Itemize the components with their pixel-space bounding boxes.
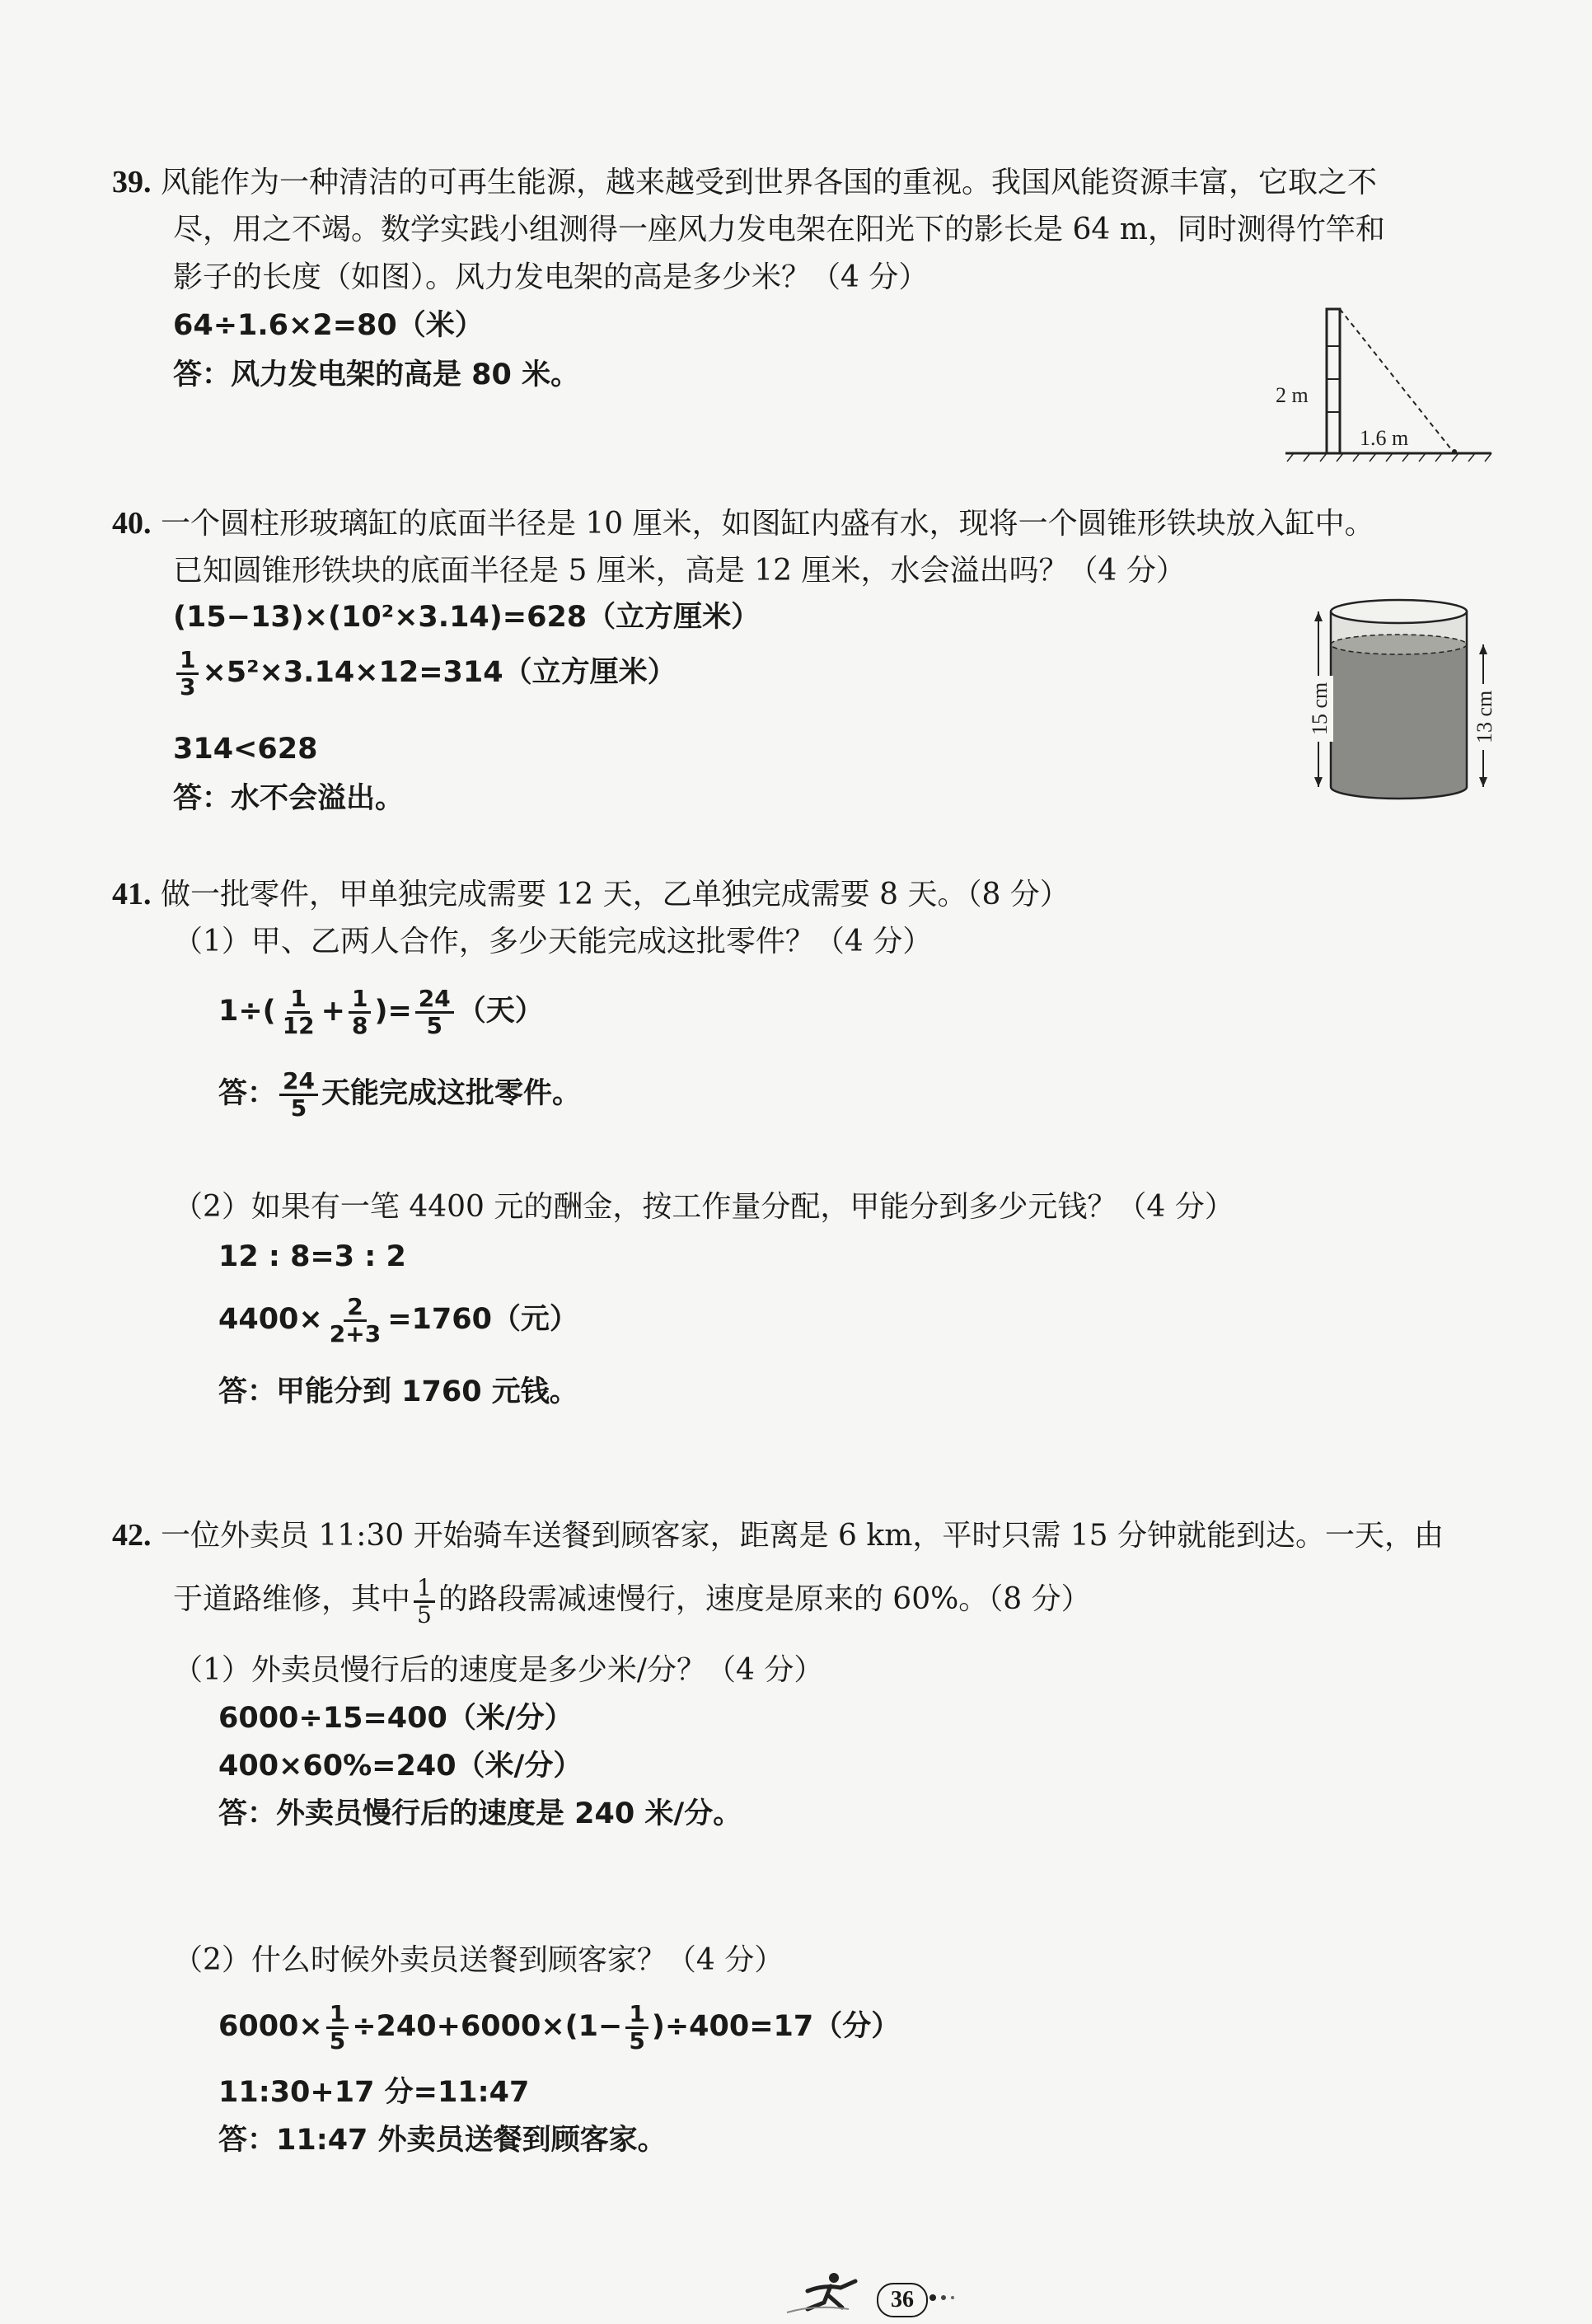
q40-number: 40. bbox=[112, 506, 152, 541]
q41-part2-work-2: 4400× $\frac{2}{2+3}$ =1760（元） bbox=[218, 1293, 578, 1347]
glass-tank-figure bbox=[1294, 593, 1516, 812]
fraction: $\frac{1}{8}$ bbox=[349, 986, 371, 1038]
q40-work-2: $\frac{1}{3}$ ×5²×3.14×12=314（立方厘米） bbox=[173, 648, 677, 699]
q40-answer: 答：水不会溢出。 bbox=[173, 782, 405, 815]
water-height-label: 13 cm bbox=[1473, 690, 1496, 743]
q41-number: 41. bbox=[112, 877, 152, 911]
shadow-length-label: 1.6 m bbox=[1360, 426, 1409, 450]
pole-shadow-figure bbox=[1269, 297, 1500, 470]
q42-part1-answer: 答：外卖员慢行后的速度是 240 米/分。 bbox=[218, 1797, 742, 1830]
q42-part1-work-2: 400×60%=240（米/分） bbox=[218, 1750, 583, 1783]
q40-work-1: (15−13)×(10²×3.14)=628（立方厘米） bbox=[173, 601, 761, 634]
fraction: $\frac{2}{2+3}$ bbox=[329, 1293, 382, 1347]
q39-answer: 答：风力发电架的高是 80 米。 bbox=[173, 358, 580, 391]
q40-work-3: 314<628 bbox=[173, 733, 318, 766]
q39-text-line-2: 尽，用之不竭。数学实践小组测得一座风力发电架在阳光下的影长是 64 m，同时测得竹竿和 bbox=[173, 213, 1385, 246]
q41-part1-work: 1÷( $\frac{1}{12}$ + $\frac{1}{8}$ )= $\frac{24}{5}$ （天） bbox=[218, 985, 544, 1039]
fraction: $\frac{24}{5}$ bbox=[415, 986, 454, 1038]
q41-part2-answer: 答：甲能分到 1760 元钱。 bbox=[218, 1375, 578, 1408]
q39-text-line-3: 影子的长度（如图）。风力发电架的高是多少米？（4 分） bbox=[173, 260, 929, 294]
q42-part2-question: （2）什么时候外卖员送餐到顾客家？（4 分） bbox=[173, 1943, 784, 1977]
pole-height-label: 2 m bbox=[1276, 383, 1309, 407]
q42-number: 42. bbox=[112, 1518, 152, 1553]
q42-text-line-1: 42. 一位外卖员 11:30 开始骑车送餐到顾客家，距离是 6 km，平时只需 15 分钟就能到达。一天，由 bbox=[112, 1518, 1445, 1553]
fraction: $\frac{1}{5}$ bbox=[625, 2002, 648, 2053]
q41-part2-question: （2）如果有一笔 4400 元的酬金，按工作量分配，甲能分到多少元钱？（4 分） bbox=[173, 1190, 1234, 1224]
fraction: $\frac{1}{5}$ bbox=[414, 1576, 435, 1627]
q41-part2-work-1: 12 : 8=3 : 2 bbox=[218, 1240, 406, 1273]
q39-work: 64÷1.6×2=80（米） bbox=[173, 309, 484, 342]
q42-part2-work-1: 6000× $\frac{1}{5}$ ÷240+6000×(1− $\frac{1}{5}$ )÷400=17（分） bbox=[218, 2000, 901, 2055]
one-third-fraction: $\frac{1}{3}$ bbox=[176, 648, 199, 699]
fraction: $\frac{24}{5}$ bbox=[279, 1069, 318, 1120]
q42-part1-question: （1）外卖员慢行后的速度是多少米/分？（4 分） bbox=[173, 1653, 824, 1687]
fraction: $\frac{1}{12}$ bbox=[282, 985, 315, 1039]
page-number: 36 bbox=[877, 2283, 928, 2317]
q41-part1-question: （1）甲、乙两人合作，多少天能完成这批零件？（4 分） bbox=[173, 925, 933, 958]
runner-logo-icon bbox=[783, 2266, 873, 2316]
q42-part2-work-2: 11:30+17 分=11:47 bbox=[218, 2076, 530, 2109]
q41-part1-answer: 答： $\frac{24}{5}$ 天能完成这批零件。 bbox=[218, 1067, 581, 1122]
tank-height-label: 15 cm bbox=[1308, 682, 1332, 735]
q42-part2-answer: 答：11:47 外卖员送餐到顾客家。 bbox=[218, 2124, 667, 2157]
q39-number: 39. bbox=[112, 165, 152, 199]
q40-text-line-2: 已知圆锥形铁块的底面半径是 5 厘米，高是 12 厘米，水会溢出吗？（4 分） bbox=[173, 554, 1186, 588]
q41-text-line-1: 41. 做一批零件，甲单独完成需要 12 天，乙单独完成需要 8 天。（8 分） bbox=[112, 877, 1070, 911]
decorative-dots-icon bbox=[928, 2291, 961, 2304]
q42-part1-work-1: 6000÷15=400（米/分） bbox=[218, 1702, 574, 1735]
q42-text-line-2: 于道路维修，其中 $\frac{1}{5}$ 的路段需减速慢行，速度是原来的 60%。（8 分） bbox=[173, 1574, 1091, 1628]
q39-text-line-1: 39. 风能作为一种清洁的可再生能源，越来越受到世界各国的重视。我国风能资源丰富，它取之不 bbox=[112, 165, 1377, 199]
fraction: $\frac{1}{5}$ bbox=[326, 2002, 349, 2053]
q40-text-line-1: 40. 一个圆柱形玻璃缸的底面半径是 10 厘米，如图缸内盛有水，现将一个圆锥形铁块放入缸中。 bbox=[112, 506, 1374, 541]
